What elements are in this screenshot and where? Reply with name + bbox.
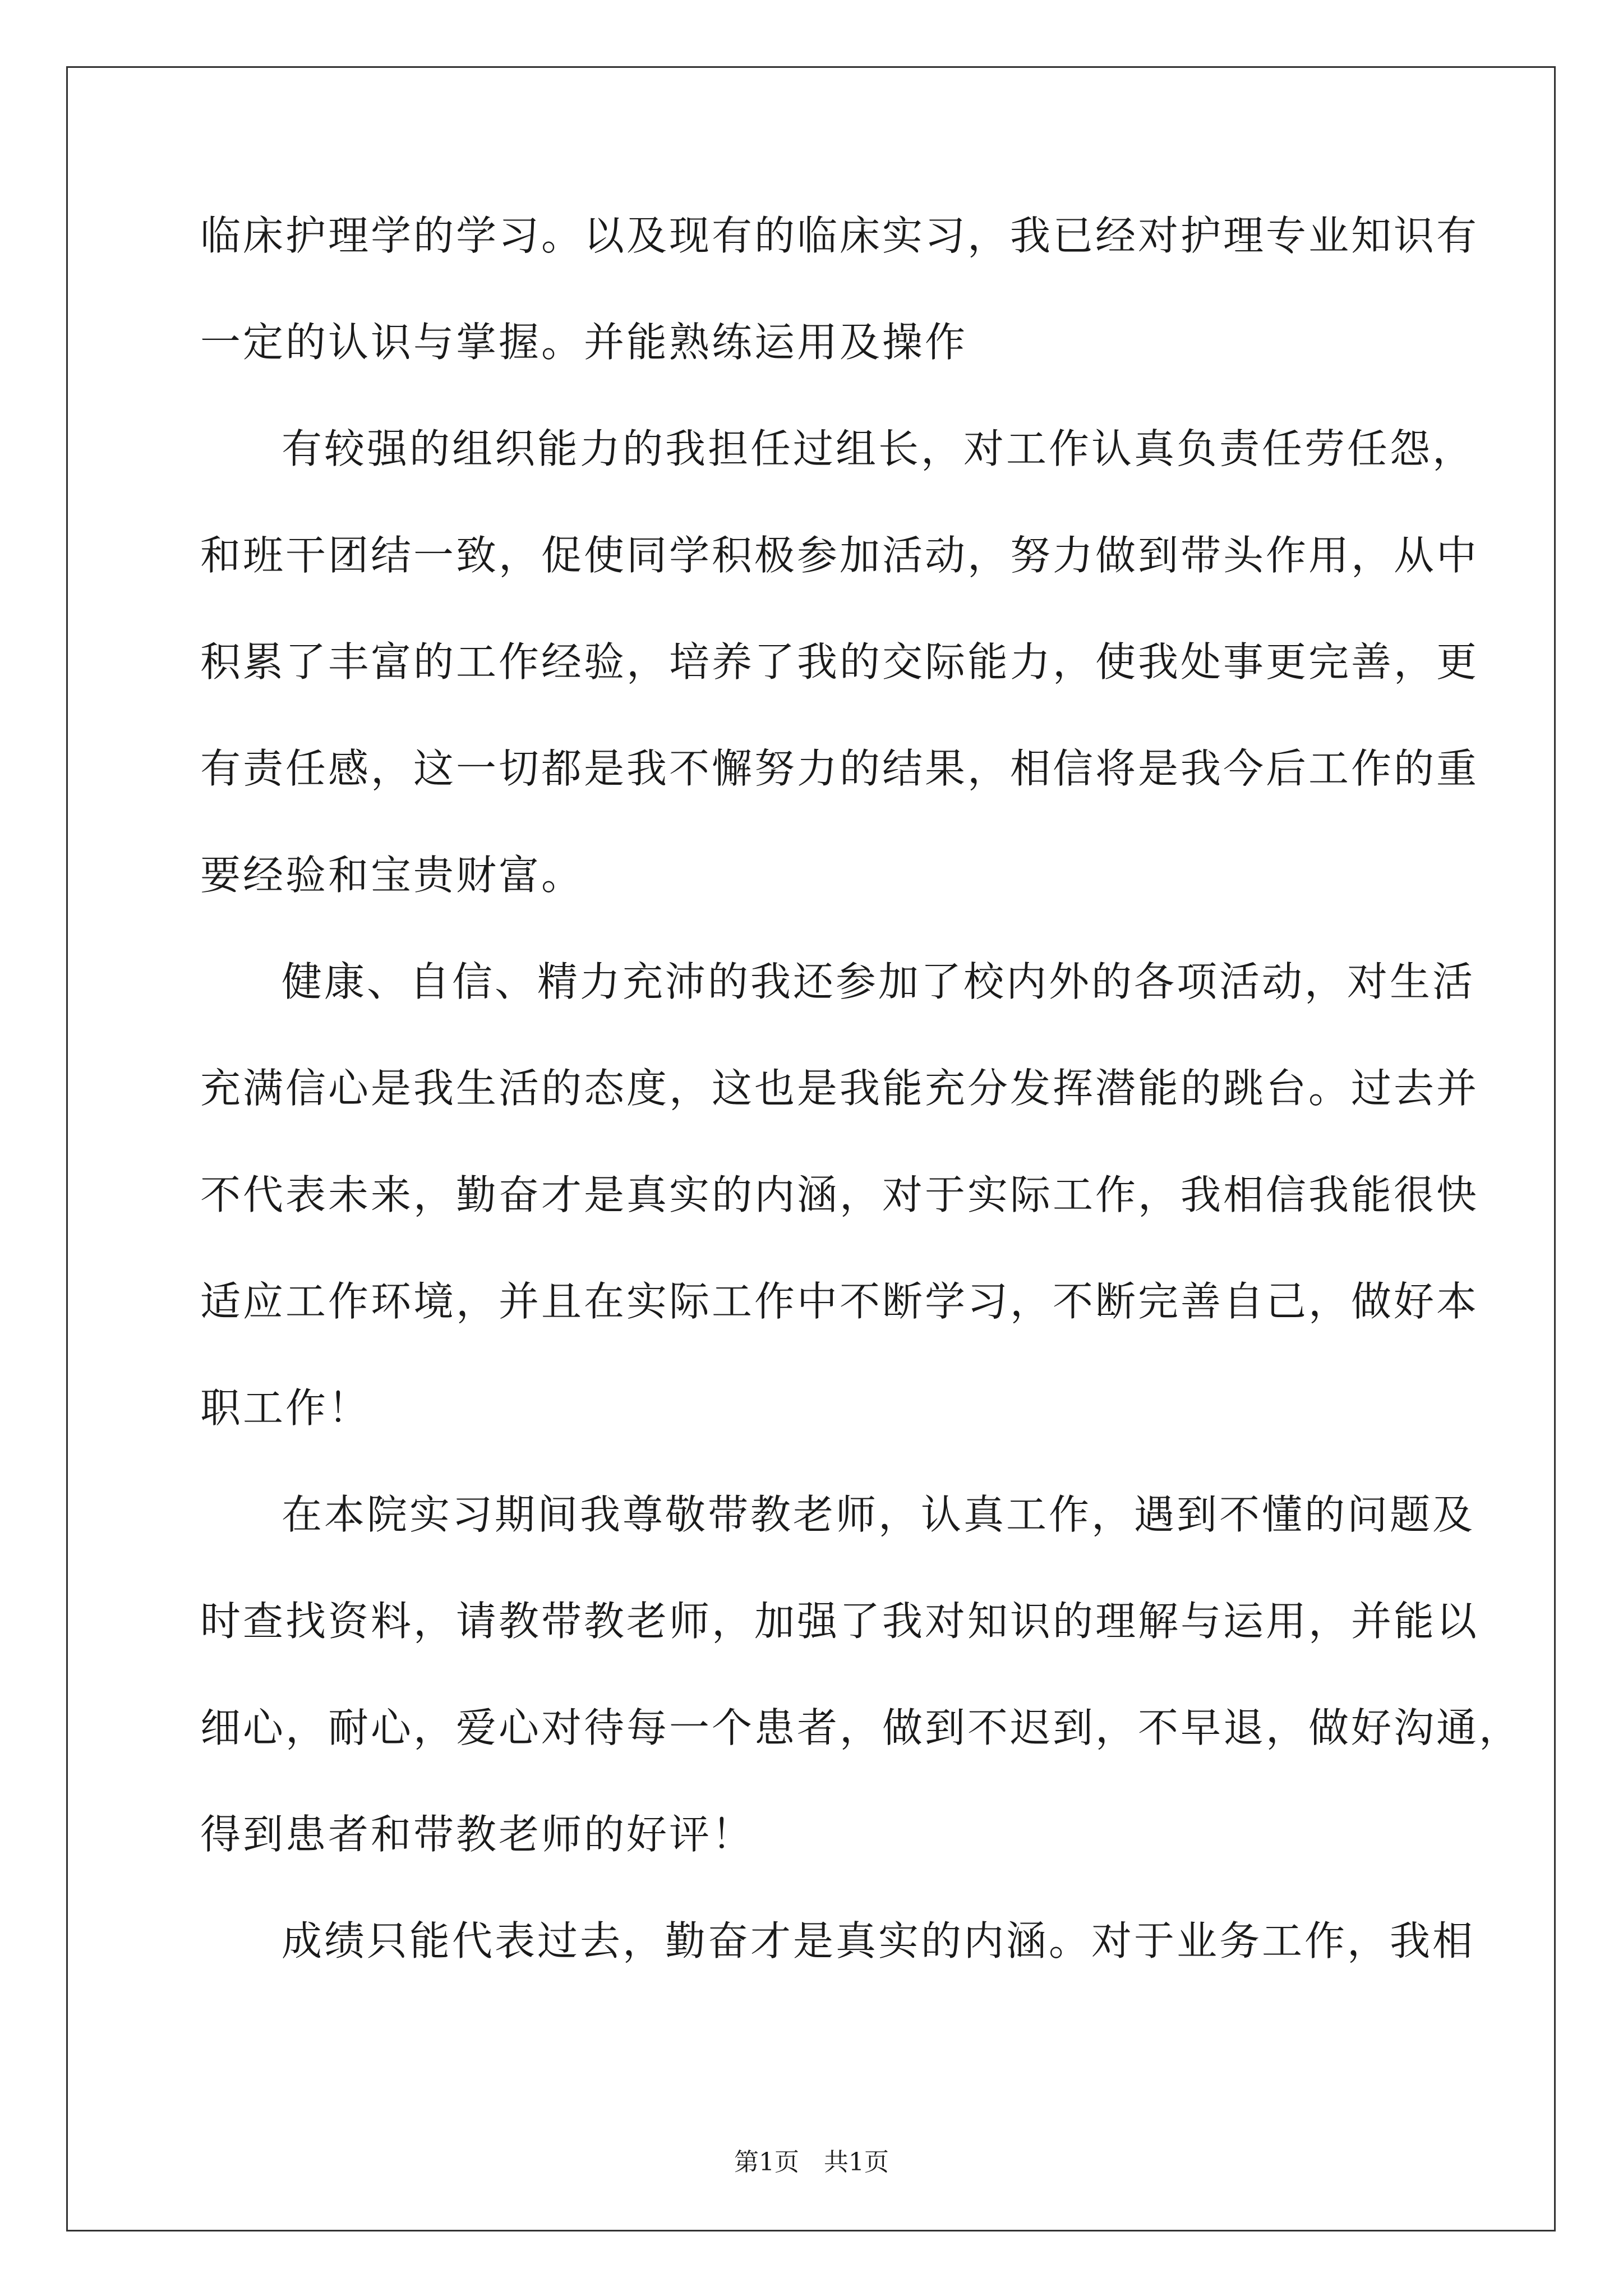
page-border — [66, 66, 1556, 2231]
text-line: 充满信心是我生活的态度，这也是我能充分发挥潜能的跳台。过去并 — [200, 1065, 1479, 1112]
text-line: 时查找资料，请教带教老师，加强了我对知识的理解与运用，并能以 — [200, 1598, 1479, 1645]
paragraph-start-line: 在本院实习期间我尊敬带教老师，认真工作，遇到不懂的问题及 — [282, 1491, 1476, 1538]
paragraph-start-line: 成绩只能代表过去，勤奋才是真实的内涵。对于业务工作，我相 — [282, 1917, 1476, 1964]
paragraph-start-line: 健康、自信、精力充沛的我还参加了校内外的各项活动，对生活 — [282, 958, 1476, 1005]
text-line: 和班干团结一致，促使同学积极参加活动，努力做到带头作用，从中 — [200, 532, 1479, 579]
text-line: 一定的认识与掌握。并能熟练运用及操作 — [200, 319, 968, 366]
text-line: 职工作！ — [200, 1384, 371, 1432]
text-line: 不代表未来，勤奋才是真实的内涵，对于实际工作，我相信我能很快 — [200, 1171, 1479, 1218]
text-line: 细心，耐心，爱心对待每一个患者，做到不迟到，不早退，做好沟通， — [200, 1704, 1522, 1751]
text-line: 积累了丰富的工作经验，培养了我的交际能力，使我处事更完善，更 — [200, 638, 1479, 685]
text-line: 适应工作环境，并且在实际工作中不断学习，不断完善自己，做好本 — [200, 1278, 1479, 1325]
page-footer: 第1页 共1页 — [734, 2148, 889, 2177]
text-line: 要经验和宝贵财富。 — [200, 852, 584, 899]
text-line: 临床护理学的学习。以及现有的临床实习，我已经对护理专业知识有 — [200, 212, 1479, 259]
paragraph-start-line: 有较强的组织能力的我担任过组长，对工作认真负责任劳任怨， — [282, 425, 1476, 472]
text-line: 得到患者和带教老师的好评！ — [200, 1811, 755, 1858]
text-line: 有责任感，这一切都是我不懈努力的结果，相信将是我今后工作的重 — [200, 745, 1479, 792]
